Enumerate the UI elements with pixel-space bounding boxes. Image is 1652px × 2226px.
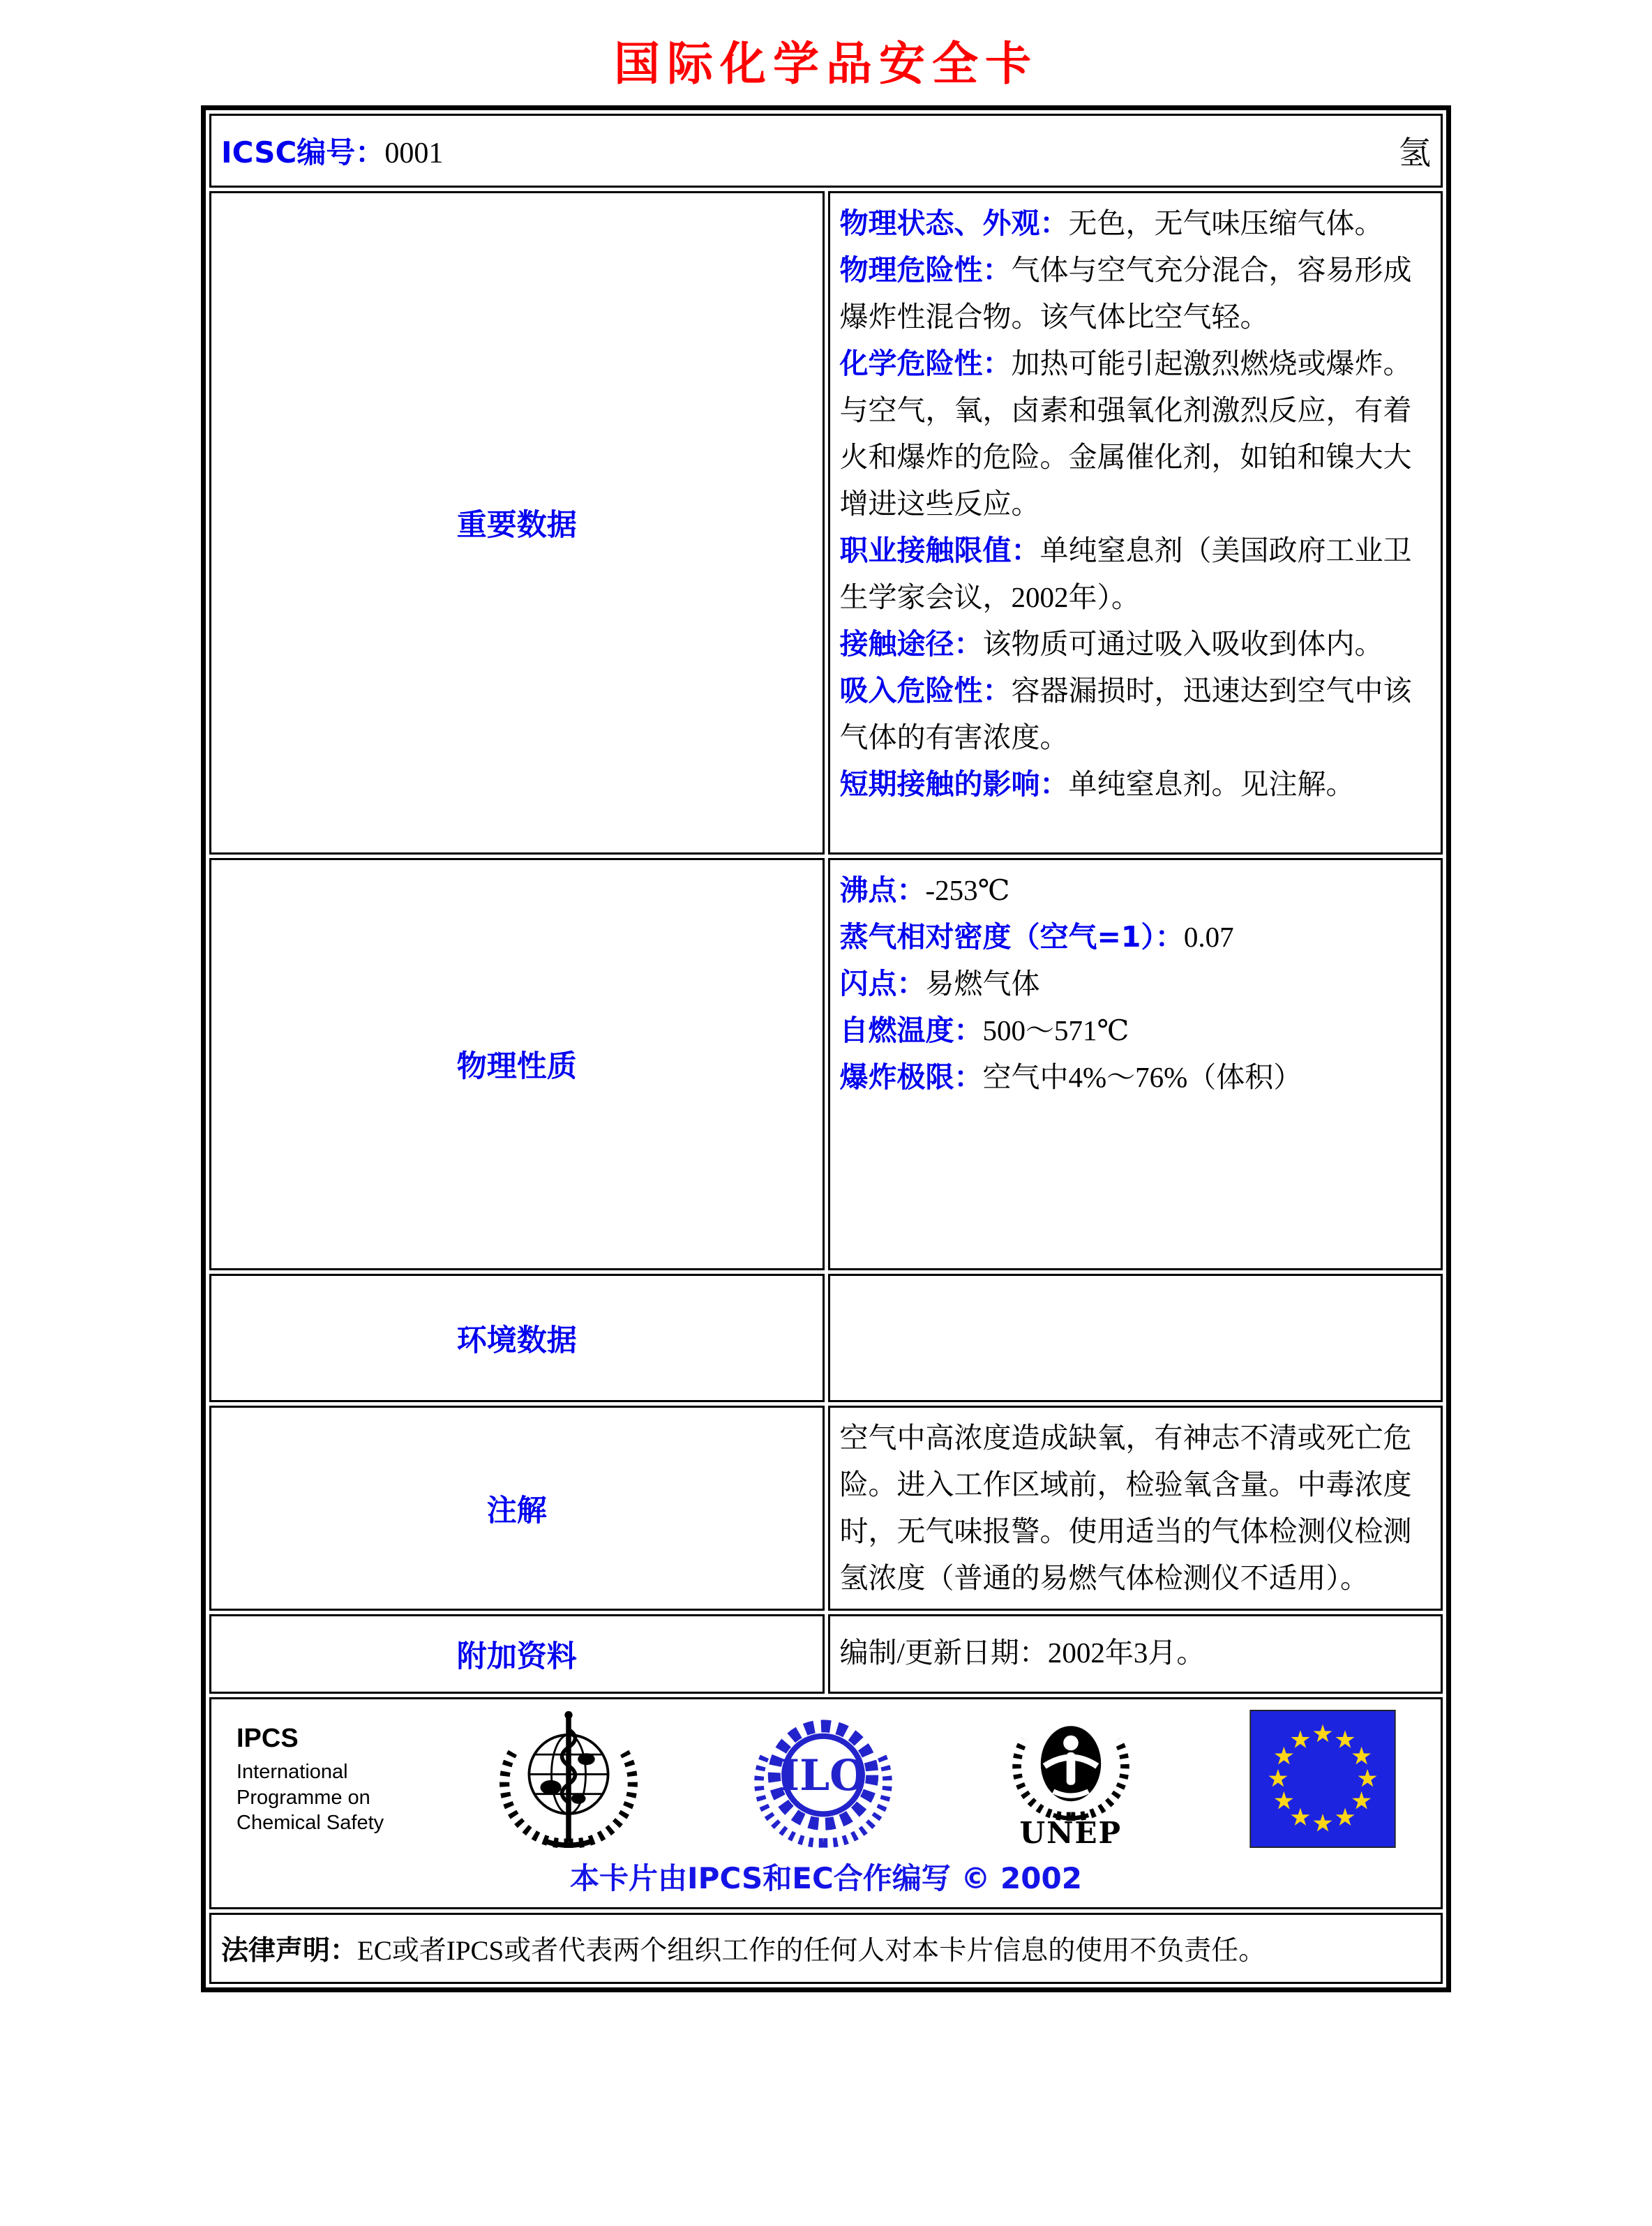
important-item: 短期接触的影响：单纯窒息剂。见注解。: [839, 767, 1355, 801]
header-row: [209, 114, 1443, 188]
environmental-data-row: [209, 1274, 1443, 1402]
physical-item: 自燃温度：500～571℃: [839, 1014, 1129, 1047]
svg-text:ILO: ILO: [779, 1751, 867, 1801]
important-item: 化学危险性：加热可能引起激烈燃烧或爆炸。与空气，氧，卤素和强氧化剂激烈反应，有着火和爆炸的危险。金属催化剂，如铂和镍大大增进这些反应。: [839, 347, 1412, 520]
ilo-logo-icon: [754, 1710, 892, 1848]
section-label-important-data: 重要数据: [209, 191, 825, 855]
physical-item: 蒸气相对密度（空气=1）：0.07: [839, 920, 1234, 954]
additional-info-content: [828, 1614, 1443, 1694]
ipcs-text-block: IPCS International Programme on Chemical Safety: [236, 1723, 384, 1834]
physical-item: 沸点：-253℃: [839, 873, 1010, 907]
physical-properties-content: [828, 858, 1443, 1270]
icsc-card-table: [201, 105, 1451, 1992]
physical-item: 爆炸极限：空气中4%～76%（体积）: [839, 1060, 1302, 1094]
icsc-number-group: [221, 130, 443, 172]
additional-info-row: [209, 1614, 1443, 1694]
physical-properties-row: [209, 858, 1443, 1270]
icsc-number-label: ICSC编号：: [221, 135, 385, 170]
important-item: 物理危险性：气体与空气充分混合，容易形成爆炸性混合物。该气体比空气轻。: [839, 253, 1412, 333]
who-logo-icon: [500, 1710, 638, 1848]
section-label-physical-properties: 物理性质: [209, 858, 825, 1270]
section-label-environmental-data: 环境数据: [209, 1274, 825, 1402]
icsc-number-value: 0001: [384, 137, 444, 170]
chemical-name: 氢: [1399, 135, 1431, 171]
legal-text: EC或者IPCS或者代表两个组织工作的任何人对本卡片信息的使用不负责任。: [357, 1936, 1266, 1966]
legal-label: 法律声明：: [221, 1935, 358, 1966]
eu-flag-icon: [1249, 1710, 1396, 1848]
important-item: 物理状态、外观：无色，无气味压缩气体。: [839, 206, 1383, 240]
unep-word: UNEP: [1019, 1815, 1122, 1850]
legal-cell: [209, 1913, 1443, 1984]
legal-row: [209, 1913, 1443, 1984]
unep-logo-block: [1008, 1708, 1134, 1850]
important-data-content: [828, 191, 1443, 855]
footer-caption: 本卡片由IPCS和EC合作编写 © 2002: [570, 1861, 1082, 1895]
update-date-label: 编制/更新日期：: [839, 1636, 1048, 1669]
notes-row: [209, 1406, 1443, 1611]
unep-logo-icon: [1008, 1708, 1134, 1821]
important-item: 职业接触限值：单纯窒息剂（美国政府工业卫生学家会议，2002年）。: [839, 534, 1412, 613]
physical-item: 闪点：易燃气体: [839, 967, 1040, 1000]
important-item: 吸入危险性：容器漏损时，迅速达到空气中该气体的有害浓度。: [839, 674, 1412, 753]
important-data-row: [209, 191, 1443, 855]
logos-row: [209, 1697, 1443, 1909]
update-date-value: 2002年3月。: [1047, 1636, 1206, 1669]
logos-cell: [209, 1697, 1443, 1909]
page-title: 国际化学品安全卡: [614, 36, 1038, 91]
section-label-additional-info: 附加资料: [209, 1614, 825, 1694]
notes-content: 空气中高浓度造成缺氧，有神志不清或死亡危险。进入工作区域前，检验氧含量。中毒浓度时，无气味报警。使用适当的气体检测仪检测氢浓度（普通的易燃气体检测仪不适用）。: [828, 1406, 1443, 1611]
ipcs-acronym: IPCS: [236, 1723, 299, 1753]
important-item: 接触途径：该物质可通过吸入吸收到体内。: [839, 627, 1383, 661]
environmental-data-content: [828, 1274, 1443, 1402]
section-label-notes: 注解: [209, 1406, 825, 1611]
